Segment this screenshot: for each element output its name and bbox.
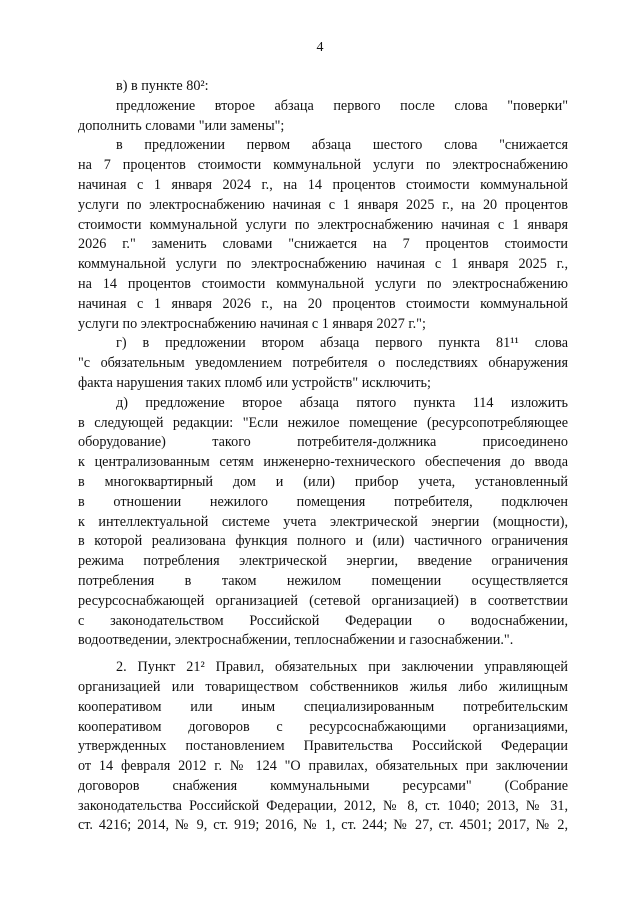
text-line: на 7 процентов стоимости коммунальной услуги по электроснабжению (78, 157, 568, 174)
text-line: в многоквартирный дом и (или) прибор учета, установленный (78, 473, 568, 490)
text-line: законодательства Российской Федерации, 2012, № 8, ст. 1040; 2013, № 31, (78, 797, 568, 814)
text-line: факта нарушения таких пломб или устройств" исключить; (78, 374, 431, 391)
text-line: к централизованным сетям инженерно-технического обеспечения до ввода (78, 454, 568, 471)
text-line: ресурсоснабжающей организацией (сетевой организацией) в соответствии (78, 592, 568, 609)
page-number: 4 (316, 40, 324, 55)
text-line: предложение второе абзаца первого после слова "поверки" (116, 97, 568, 114)
text-line: кооперативом договоров с ресурсоснабжающими организациями, (78, 718, 568, 735)
text-line: договоров снабжения коммунальными ресурсами" (Собрание (78, 777, 568, 794)
text-line: оборудование) такого потребителя-должника присоединено (78, 434, 568, 451)
text-line: г) в предложении втором абзаца первого пункта 81¹¹ слова (116, 335, 568, 352)
text-line: с законодательством Российской Федерации о водоснабжении, (78, 612, 568, 629)
text-line: 2026 г." заменить словами "снижается на 7 процентов стоимости (78, 236, 568, 253)
text-line: на 14 процентов стоимости коммунальной услуги по электроснабжению (78, 275, 568, 292)
text-line: ст. 4216; 2014, № 9, ст. 919; 2016, № 1, ст. 244; № 27, ст. 4501; 2017, № 2, (78, 817, 568, 834)
text-line: в которой реализована функция полного и (или) частичного ограничения (78, 533, 568, 550)
document-body (78, 77, 568, 836)
text-line: д) предложение второе абзаца пятого пункта 114 изложить (116, 394, 568, 411)
text-line: в) в пункте 80²: (116, 78, 209, 94)
text-line: начиная с 1 января 2026 г., на 20 процентов стоимости коммунальной (78, 295, 568, 312)
text-line: к интеллектуальной системе учета электрической энергии (мощности), (78, 513, 568, 530)
text-line: организацией или товариществом собственников жилья либо жилищным (78, 678, 568, 695)
text-line: в предложении первом абзаца шестого слова "снижается (116, 137, 568, 154)
text-line: в отношении нежилого помещения потребителя, подключен (78, 493, 568, 510)
text-line: "с обязательным уведомлением потребителя о последствиях обнаружения (78, 355, 568, 372)
text-line: услуги по электроснабжению начиная с 1 января 2027 г."; (78, 315, 426, 332)
text-line: кооперативом или иным специализированным потребительским (78, 698, 568, 715)
text-line: водоотведении, электроснабжении, теплоснабжении и газоснабжении.". (78, 632, 514, 649)
text-line: в следующей редакции: "Если нежилое помещение (ресурсопотребляющее (78, 414, 568, 431)
text-line: начиная с 1 января 2024 г., на 14 процентов стоимости коммунальной (78, 176, 568, 193)
text-line: 2. Пункт 21² Правил, обязательных при заключении управляющей (116, 659, 568, 676)
text-line: дополнить словами "или замены"; (78, 117, 285, 134)
text-line: от 14 февраля 2012 г. № 124 "О правилах, обязательных при заключении (78, 758, 568, 775)
text-line: потребления в таком нежилом помещении осуществляется (78, 572, 568, 589)
text-line: услуги по электроснабжению начиная с 1 января 2025 г., на 20 процентов (78, 196, 568, 213)
text-line: коммунальной услуги по электроснабжению начиная с 1 января 2025 г., (78, 256, 568, 273)
text-line: режима потребления электрической энергии, введение ограничения (78, 553, 568, 570)
text-line: стоимости коммунальной услуги по электроснабжению начиная с 1 января (78, 216, 568, 233)
text-line: утвержденных постановлением Правительства Российской Федерации (78, 738, 568, 755)
